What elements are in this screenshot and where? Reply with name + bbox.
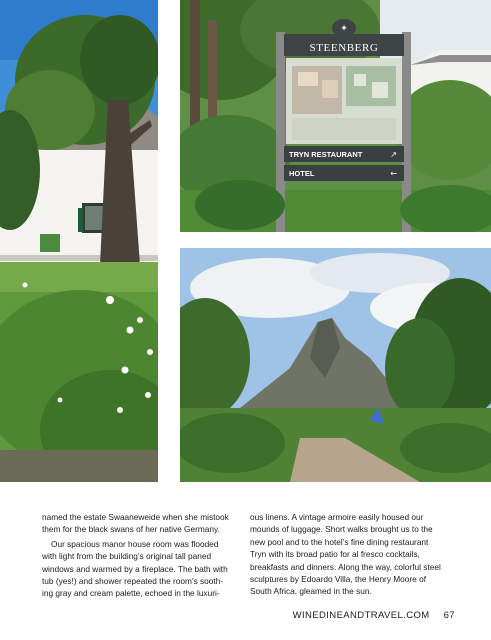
steenberg-sign-illustration <box>180 0 491 232</box>
sign-direction-hotel: HOTEL <box>289 169 315 178</box>
page-footer <box>293 610 455 621</box>
article-column-left <box>42 511 234 600</box>
manor-house-illustration <box>0 0 158 482</box>
sign-brand-text: STEENBERG <box>309 42 379 54</box>
article-paragraph: Our spacious manor house room was flooded with light from the building’s original tall paned windows and warmed by a fireplace. The bath with tub (yes!) and shower repeated the room’s sooth- ing gray and cream palette, echoed in the luxuri- <box>42 538 228 599</box>
svg-text:✦: ✦ <box>340 23 348 33</box>
mountain-driveway-photo <box>180 248 491 482</box>
footer-site-url: WINEDINEANDTRAVEL.COM <box>292 610 430 621</box>
manor-house-photo <box>0 0 158 482</box>
article-paragraph: ous linens. A vintage armoire easily housed our mounds of luggage. Short walks brought us to the new pool and to the hotel’s fine dining restaurant Tryn with its broad patio for al fresco cocktails, breakfasts and dinners. Along the way, colorful steel sculptures by Edoardo Villa, the Henry Moore of South Africa, gleamed in the sun. <box>250 512 441 597</box>
arrow-left-icon: ← <box>390 169 397 178</box>
arrow-up-right-icon: ↗ <box>390 150 397 159</box>
article-column-right <box>250 511 442 598</box>
mountain-driveway-illustration <box>180 248 491 482</box>
steenberg-sign-photo <box>180 0 491 232</box>
sign-direction-restaurant: TRYN RESTAURANT <box>289 150 363 159</box>
page-number: 67 <box>443 610 455 621</box>
article-paragraph: named the estate Swaaneweide when she mistook them for the black swans of her native Germany. <box>42 512 229 535</box>
